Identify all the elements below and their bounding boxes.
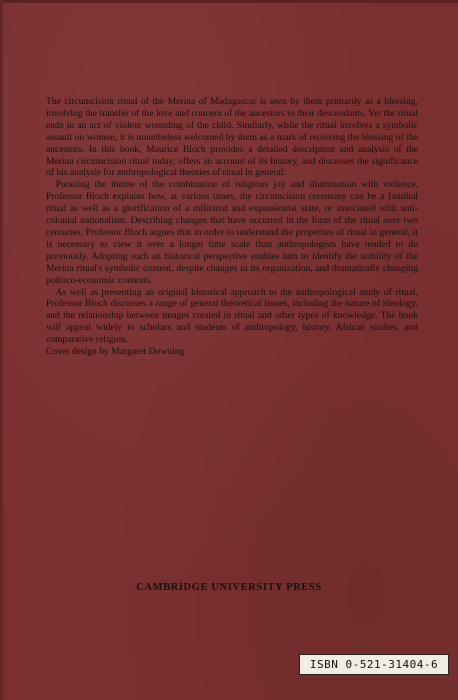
blurb-paragraph-1: The circumcision ritual of the Merina of Madagascar is seen by them primarily as a blessing, involving the transfer of the love and concern of the ancestors to their descendants. Yet the ritual ends in an act of violent wounding of the child. Similarly, while the ritual involves a symbolic assault on women, it is nonetheless welcomed by them as a mark of receiving the blessing of the ancestors. In this book, Maurice Bloch provides a detailed description and analysis of the Merina circumcision ritual today, offers an account of its history, and discusses the significance of his analysis for anthropological theories of ritual in general. (46, 96, 418, 179)
cover-left-edge (0, 0, 3, 700)
publisher-name: CAMBRIDGE UNIVERSITY PRESS (136, 582, 322, 593)
isbn-label: ISBN 0-521-31404-6 (299, 654, 449, 675)
blurb-paragraph-3: As well as presenting an original historical approach to the anthropological study of ritual, Professor Bloch discusses a range of general theoretical issues, including the nature of ideology, and the relationship between images created in ritual and other types of knowledge. The book will appeal widely to scholars and students of anthropology, history, African studies, and comparative religion. (46, 286, 418, 346)
blurb-paragraph-2: Pursuing the theme of the combination of religious joy and illumination with violence, Professor Bloch explains how, at various times, the circumcision ceremony can be a familial ritual as well as a glorification of a militarist and expansionist state, or associated with anti-colonial nationalism. Describing changes that have occurred in the form of the ritual over two centuries, Professor Bloch argues that in order to understand the properties of ritual in general, it is necessary to view it over a longer time scale than anthropologists have tended to do previously. Adopting such an historical perspective enables him to identify the stability of the Merina ritual's symbolic content, despite changes in its organization, and dramatically changing politico-economic contexts. (46, 179, 418, 286)
cover-top-edge (0, 0, 458, 3)
cover-design-credit: Cover design by Margaret Downing (46, 346, 185, 358)
blurb-text (46, 96, 418, 358)
